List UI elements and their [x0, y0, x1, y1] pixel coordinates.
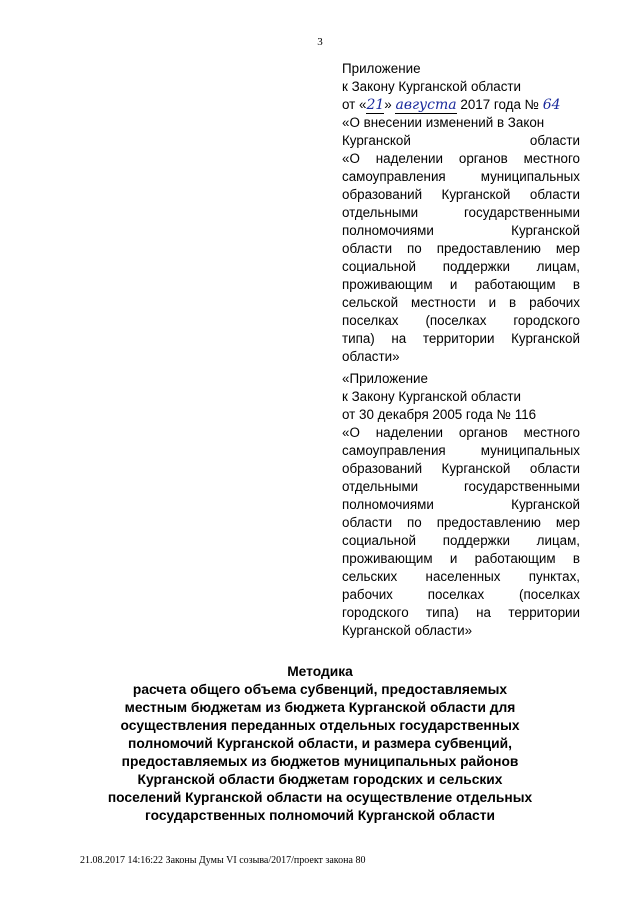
- text-line: городского типа) на территории: [342, 605, 580, 620]
- document-footer: 21.08.2017 14:16:22 Законы Думы VI созыва/2017/проект закона 80: [80, 855, 366, 866]
- text-line: образований Курганской области: [342, 461, 580, 476]
- text-line: социальной поддержки лицам,: [342, 533, 580, 548]
- text-line: к Закону Курганской области: [342, 389, 522, 404]
- text-line: сельских населенных пунктах,: [342, 569, 580, 584]
- text-line: расчета общего объема субвенций, предоставляемых: [132, 682, 508, 697]
- text-line: Курганской области»: [342, 623, 473, 638]
- text-line: рабочих поселках (поселках: [342, 587, 580, 602]
- handwritten-month: августа: [395, 97, 457, 113]
- text-line: «О наделении органов местного: [342, 151, 580, 166]
- text-line: образований Курганской области: [342, 187, 580, 202]
- text-line: области»: [342, 349, 400, 364]
- date-suffix: 2017 года №: [460, 97, 539, 112]
- text-line: социальной поддержки лицам,: [342, 259, 580, 274]
- text-line: «О наделении органов местного: [342, 425, 580, 440]
- date-prefix: от «: [342, 97, 367, 112]
- law-reference: к Закону Курганской области: [342, 79, 522, 94]
- text-line: государственных полномочий Курганской области: [145, 808, 495, 823]
- text-line: «Приложение: [342, 371, 428, 386]
- text-line: самоуправления муниципальных: [342, 169, 580, 184]
- text-line: Курганской области: [342, 133, 580, 148]
- law-date-line: [342, 96, 580, 114]
- text-line: поселений Курганской области на осуществление отдельных: [107, 790, 533, 805]
- text-line: типа) на территории Курганской: [342, 331, 580, 346]
- handwritten-law-number: 64: [542, 97, 561, 113]
- text-line: области по предоставлению мер: [342, 241, 580, 256]
- handwritten-day: 21: [366, 97, 385, 113]
- methodology-heading: [0, 663, 640, 825]
- text-line: поселках (поселках городского: [342, 313, 580, 328]
- text-line: области по предоставлению мер: [342, 515, 580, 530]
- text-line: отдельными государственными: [342, 205, 580, 220]
- text-line: полномочиями Курганской: [342, 223, 580, 238]
- text-line: осуществления переданных отдельных государственных: [120, 718, 520, 733]
- appendix-label: Приложение: [342, 61, 421, 76]
- appendix-original-header: [342, 370, 580, 640]
- text-line: проживающим и работающим в: [342, 551, 580, 566]
- text-line: отдельными государственными: [342, 479, 580, 494]
- text-line: предоставляемых из бюджетов муниципальных районов: [121, 754, 519, 769]
- text-line: полномочиями Курганской: [342, 497, 580, 512]
- text-line: Курганской области бюджетам городских и сельских: [137, 772, 503, 787]
- text-line: самоуправления муниципальных: [342, 443, 580, 458]
- text-line: проживающим и работающим в: [342, 277, 580, 292]
- text-line: полномочий Курганской области, и размера субвенций,: [128, 736, 512, 751]
- text-line: местным бюджетам из бюджета Курганской области для: [124, 700, 516, 715]
- date-separator: »: [384, 97, 392, 112]
- text-line: «О внесении изменений в Закон: [342, 115, 545, 130]
- methodology-subtitle: [0, 681, 640, 825]
- appendix-amendment-header: [342, 60, 580, 366]
- methodology-title: Методика: [287, 664, 353, 679]
- appendix-amendment-title: [342, 114, 580, 366]
- text-line: сельской местности и в рабочих: [342, 295, 580, 310]
- text-line: от 30 декабря 2005 года № 116: [342, 407, 537, 422]
- appendix-original-title: [342, 370, 580, 640]
- page-number: 3: [317, 36, 323, 48]
